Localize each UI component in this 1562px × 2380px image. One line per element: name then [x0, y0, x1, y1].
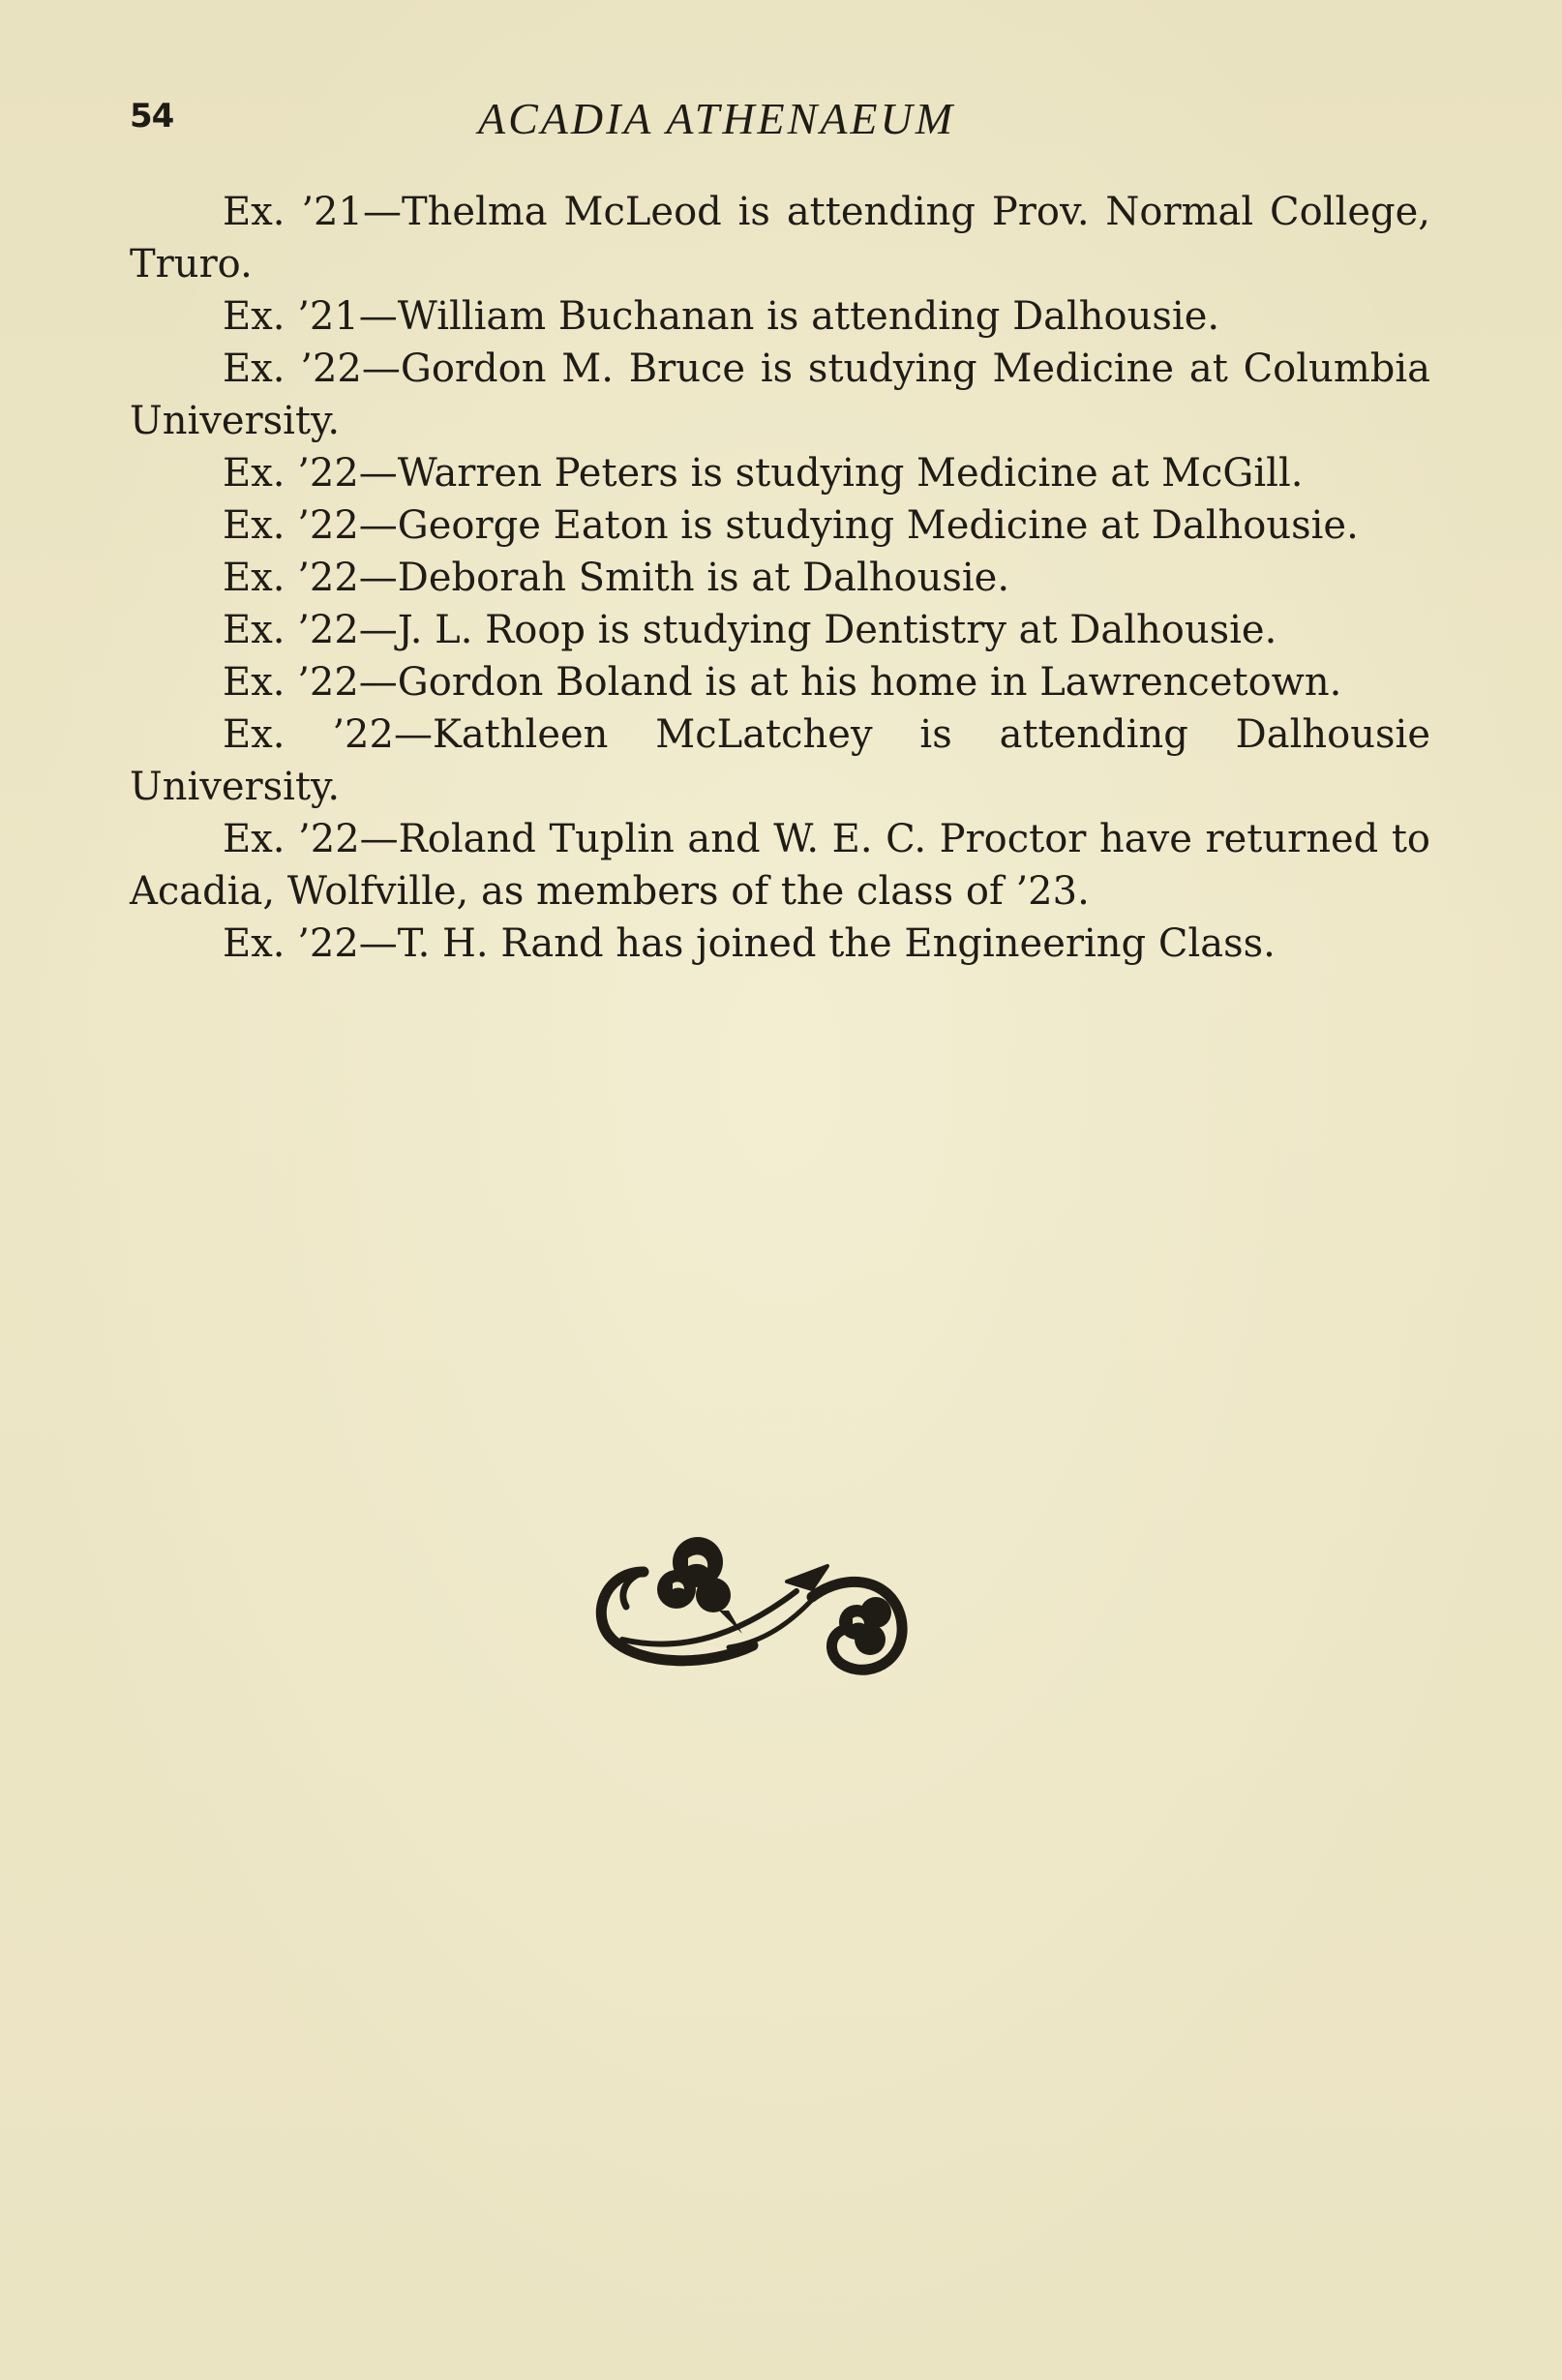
alumni-notes-list: [130, 186, 1430, 970]
list-item: Ex. ’22—T. H. Rand has joined the Engineering Class.: [223, 921, 1276, 966]
fleuron-ornament-icon: [584, 1521, 922, 1692]
page-number: 54: [130, 97, 174, 136]
list-item: Ex. ’22—George Eaton is studying Medicine at Dalhousie.: [223, 503, 1359, 548]
list-item: Ex. ’22—Gordon Boland is at his home in Lawrencetown.: [223, 660, 1342, 705]
list-item: Ex. ’22—Roland Tuplin and W. E. C. Proctor have returned to Acadia, Wolfville, as members of the class of ’23.: [130, 817, 1430, 914]
running-head: ACADIA ATHENAEUM: [478, 94, 956, 143]
list-item: Ex. ’21—Thelma McLeod is attending Prov. Normal College, Truro.: [130, 190, 1430, 286]
page-header: [130, 93, 1430, 151]
list-item: Ex. ’22—Gordon M. Bruce is studying Medicine at Columbia University.: [130, 346, 1430, 443]
list-item: Ex. ’22—Kathleen McLatchey is attending Dalhousie University.: [130, 712, 1430, 809]
list-item: Ex. ’22—Deborah Smith is at Dalhousie.: [223, 556, 1010, 600]
list-item: Ex. ’22—J. L. Roop is studying Dentistry at Dalhousie.: [223, 608, 1277, 652]
list-item: Ex. ’21—William Buchanan is attending Dalhousie.: [223, 294, 1220, 339]
list-item: Ex. ’22—Warren Peters is studying Medicine at McGill.: [223, 451, 1304, 496]
